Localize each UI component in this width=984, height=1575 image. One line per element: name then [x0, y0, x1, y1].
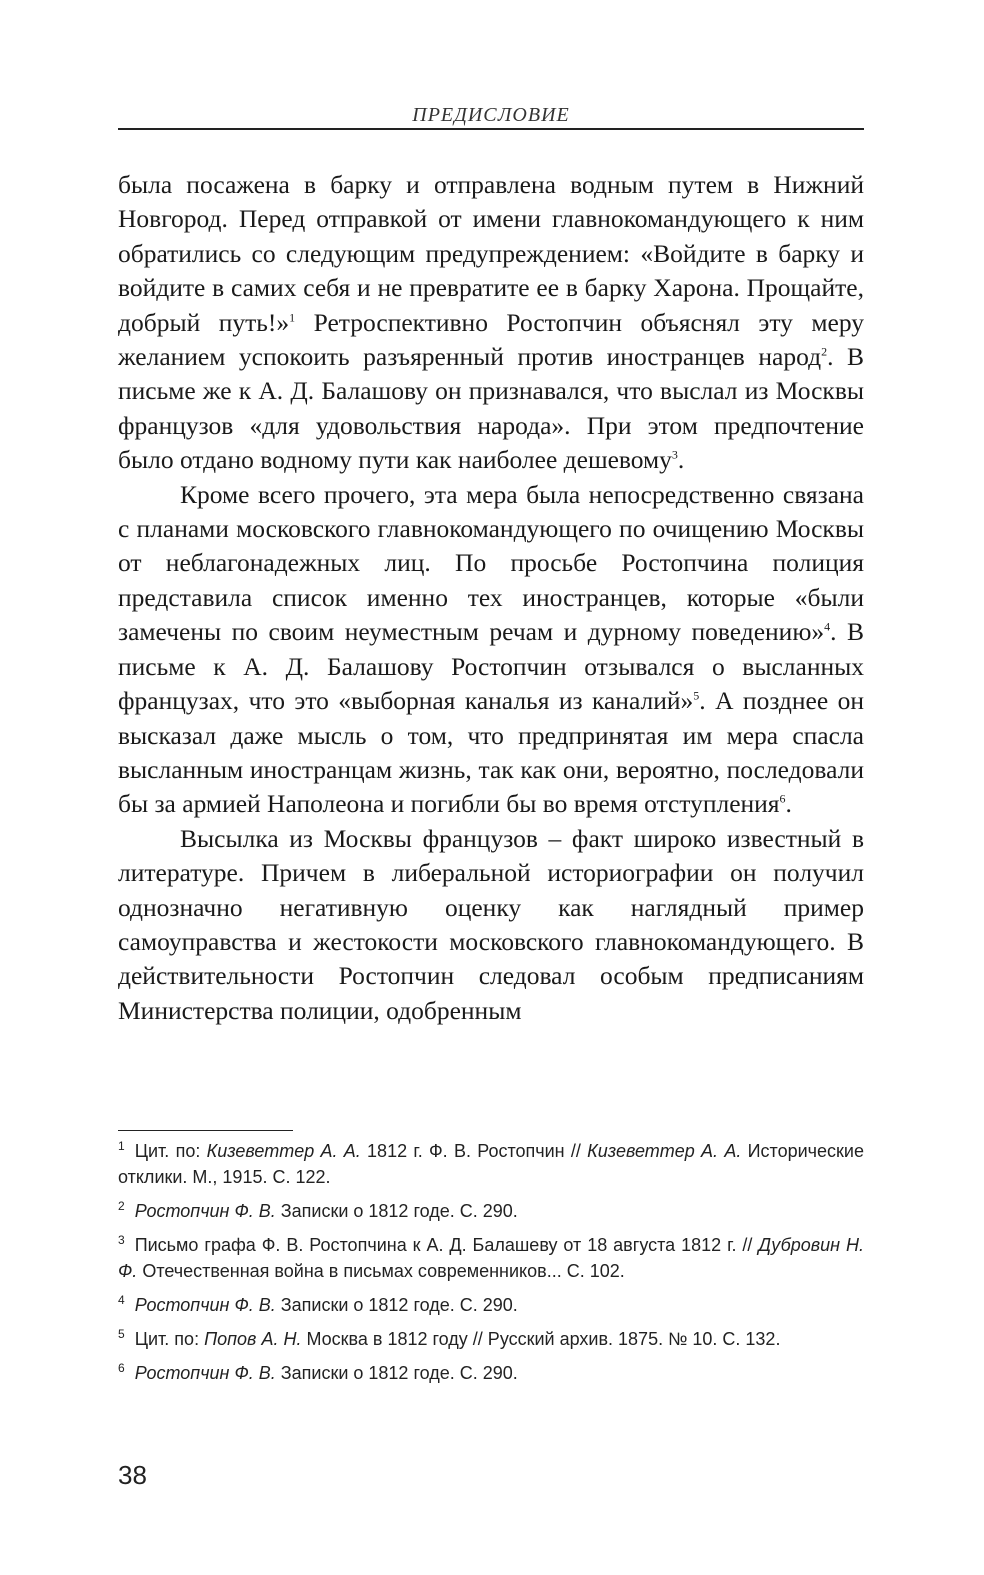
footnote-text: 1812 г. Ф. В. Ростопчин //	[360, 1141, 588, 1161]
paragraph-2	[118, 478, 864, 822]
page-number: 38	[118, 1460, 147, 1490]
main-text	[118, 168, 864, 1028]
footnote-number: 5	[118, 1327, 125, 1341]
footnote-ref-4[interactable]: 4	[824, 619, 831, 634]
footnote-ref-5[interactable]: 5	[693, 688, 700, 703]
footnote-ref-2[interactable]: 2	[821, 344, 828, 359]
text-run: Кроме всего прочего, эта мера была непосредственно связана с планами московского главнокомандующего по очищению Москвы от неблагонадежных лиц. По просьбе Ростопчина полиция представила список именно тех иностранцев, которые «были замечены по своим неуместным речам и дурному поведению»	[118, 479, 864, 647]
footnote-text: Цит. по:	[134, 1141, 207, 1161]
footnote-3	[118, 1232, 864, 1284]
footnote-text: Записки о 1812 годе. С. 290.	[275, 1201, 518, 1221]
footnote-text: Исторические отклики. М., 1915. С. 122.	[118, 1141, 864, 1187]
footnote-text: Отечественная война в письмах современников... С. 102.	[137, 1261, 625, 1281]
header-rule	[118, 128, 864, 130]
footnote-number: 6	[118, 1361, 125, 1375]
footnote-ref-1[interactable]: 1	[289, 310, 296, 325]
footnote-author: Кизеветтер А. А.	[587, 1141, 742, 1161]
footnote-author: Попов А. Н.	[204, 1329, 302, 1349]
footnote-text: Записки о 1812 годе. С. 290.	[275, 1363, 518, 1383]
footnote-rule	[118, 1130, 293, 1131]
footnote-4	[118, 1292, 864, 1318]
footnote-number: 1	[118, 1139, 125, 1153]
footnote-1	[118, 1138, 864, 1190]
footnote-2	[118, 1198, 864, 1224]
footnote-ref-6[interactable]: 6	[779, 791, 786, 806]
text-run: .	[785, 789, 792, 819]
footnote-number: 3	[118, 1233, 125, 1247]
text-run: Высылка из Москвы французов – факт широко известный в литературе. Причем в либеральной историографии он получил однозначно негативную оценку как наглядный пример самоуправства и жестокости московского главнокомандующего. В действительности Ростопчин следовал особым предписаниям Министерства полиции, одобренным	[118, 823, 864, 1025]
footnote-number: 2	[118, 1199, 125, 1213]
footnote-text: Записки о 1812 годе. С. 290.	[275, 1295, 518, 1315]
footnote-text: Москва в 1812 году // Русский архив. 1875. № 10. С. 132.	[301, 1329, 781, 1349]
text-run: . В письме к А. Д. Балашову Ростопчин отзывался о высланных французах, что это «выборная каналья из каналий»	[118, 617, 864, 716]
footnote-ref-3[interactable]: 3	[671, 447, 678, 462]
footnote-author: Ростопчин Ф. В.	[134, 1363, 276, 1383]
text-run: Ретроспективно Ростопчин объяснял эту меру желанием успокоить разъяренный против иностранцев народ	[118, 307, 865, 372]
footnote-6	[118, 1360, 864, 1386]
footnote-author: Дубровин Н. Ф.	[118, 1235, 864, 1281]
footnotes	[118, 1138, 864, 1394]
footnote-author: Ростопчин Ф. В.	[134, 1295, 276, 1315]
paragraph-3	[118, 822, 864, 1028]
footnote-author: Ростопчин Ф. В.	[134, 1201, 276, 1221]
text-run: .	[677, 445, 685, 475]
footnote-author: Кизеветтер А. А.	[206, 1141, 361, 1161]
footnote-number: 4	[118, 1293, 125, 1307]
footnote-5	[118, 1326, 864, 1352]
footnote-text: Письмо графа Ф. В. Ростопчина к А. Д. Балашеву от 18 августа 1812 г. //	[134, 1235, 759, 1255]
running-title: ПРЕДИСЛОВИЕ	[412, 104, 570, 126]
paragraph-1	[118, 168, 864, 478]
footnote-text: Цит. по:	[134, 1329, 205, 1349]
text-run: . А позднее он высказал даже мысль о том, что предпринятая им мера спасла высланным иностранцам жизнь, так как они, вероятно, последовали бы за армией Наполеона и погибли бы во время отступления	[118, 686, 865, 819]
text-run: . В письме же к А. Д. Балашову он признавался, что выслал из Москвы французов «для удовольствия народа». При этом предпочтение было отдано водному пути как наиболее дешевому	[118, 342, 864, 475]
text-run: была посажена в барку и отправлена водным путем в Нижний Новгород. Перед отправкой от имени главнокомандующего к ним обратились со следующим предупреждением: «Войдите в барку и войдите в самих себя и не превратите ее в барку Харона. Прощайте, добрый путь!»	[118, 170, 864, 337]
